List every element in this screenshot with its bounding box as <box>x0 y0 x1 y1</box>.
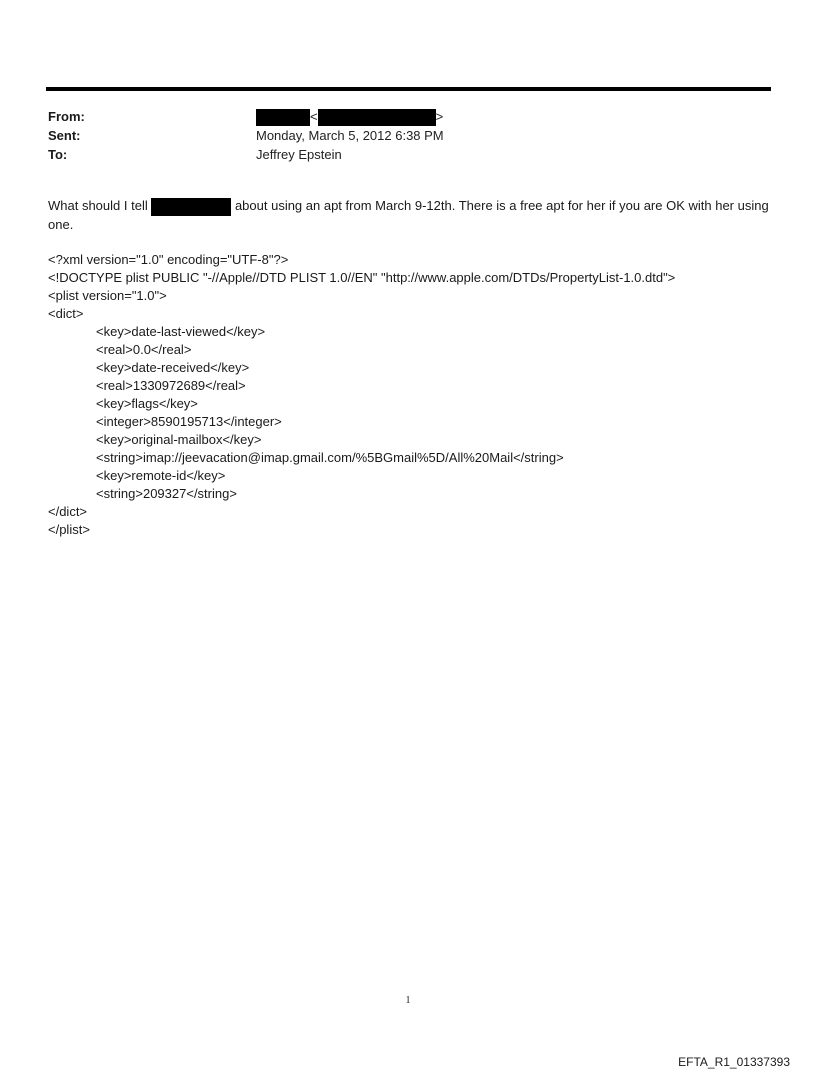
xml-line: <real>0.0</real> <box>96 342 192 357</box>
from-label: From: <box>48 109 85 124</box>
xml-line: <key>flags</key> <box>96 396 198 411</box>
message-text-after: about using an apt from March 9-12th. There is a free apt for her if you are OK with her using one. <box>48 198 769 232</box>
page-number: 1 <box>405 995 411 1006</box>
to-value: Jeffrey Epstein <box>256 147 342 162</box>
xml-line: <real>1330972689</real> <box>96 378 246 393</box>
from-value <box>256 107 443 126</box>
xml-line: <string>imap://jeevacation@imap.gmail.com/%5BGmail%5D/All%20Mail</string> <box>96 450 564 465</box>
xml-block <box>48 251 675 539</box>
xml-line: </dict> <box>48 504 88 519</box>
xml-line: <string>209327</string> <box>96 486 237 501</box>
xml-line: <?xml version="1.0" encoding="UTF-8"?> <box>48 252 289 267</box>
header-rule <box>46 87 771 91</box>
xml-line: <plist version="1.0"> <box>48 288 167 303</box>
xml-line: <integer>8590195713</integer> <box>96 414 282 429</box>
redaction-block <box>151 198 231 216</box>
from-end: > <box>435 109 444 124</box>
xml-line: <!DOCTYPE plist PUBLIC "-//Apple//DTD PLIST 1.0//EN" "http://www.apple.com/DTDs/PropertyList-1.0.dtd"> <box>48 270 676 285</box>
xml-line: <key>date-received</key> <box>96 360 250 375</box>
bates-number: EFTA_R1_01337393 <box>678 1055 790 1069</box>
to-label: To: <box>48 147 68 162</box>
xml-line: <key>remote-id</key> <box>96 468 226 483</box>
redaction-block <box>318 109 436 126</box>
xml-line: <key>date-last-viewed</key> <box>96 324 266 339</box>
xml-line: </plist> <box>48 522 90 537</box>
xml-line: <key>original-mailbox</key> <box>96 432 262 447</box>
sent-value: Monday, March 5, 2012 6:38 PM <box>256 128 444 143</box>
email-header <box>48 107 444 164</box>
message-paragraph <box>48 197 778 234</box>
from-row <box>48 107 444 126</box>
redaction-block <box>256 109 310 126</box>
to-row <box>48 145 444 164</box>
xml-line: <dict> <box>48 306 84 321</box>
message-body <box>48 197 778 234</box>
message-text-before: What should I tell <box>48 198 152 213</box>
from-sep: < <box>310 109 318 124</box>
sent-row <box>48 126 444 145</box>
sent-label: Sent: <box>48 128 81 143</box>
